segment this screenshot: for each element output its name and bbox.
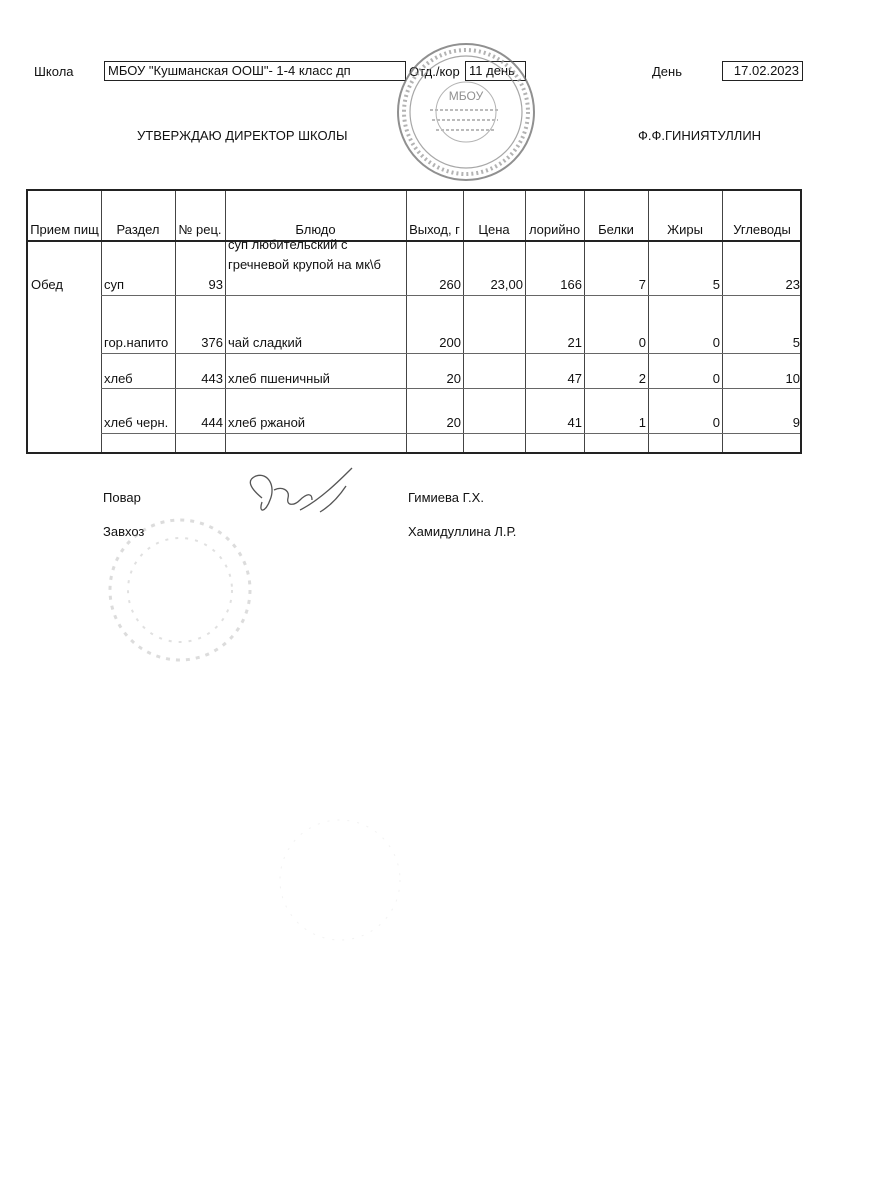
output-cell: 20	[446, 415, 461, 430]
director-name: Ф.Ф.ГИНИЯТУЛЛИН	[638, 128, 762, 143]
dept-label: Отд./кор	[409, 64, 460, 79]
dept-field: 11 день	[465, 61, 526, 81]
recipe-cell: 376	[201, 335, 223, 350]
carbs-cell: 5	[792, 335, 800, 350]
section-cell: хлеб	[104, 371, 133, 386]
fat-cell: 0	[712, 335, 720, 350]
manager-label: Завхоз	[103, 524, 145, 539]
col-header-fat: Жиры	[667, 222, 703, 237]
col-header-carbs: Углеводы	[733, 222, 791, 237]
carbs-cell: 9	[792, 415, 800, 430]
col-header-meal: Прием пищ	[30, 222, 99, 237]
protein-cell: 7	[638, 277, 646, 292]
carbs-cell: 23	[785, 277, 800, 292]
dish-cell: чай сладкий	[228, 335, 302, 350]
col-header-price: Цена	[478, 222, 510, 237]
carbs-cell: 10	[785, 371, 800, 386]
fat-cell: 5	[712, 277, 720, 292]
meal-cell: Обед	[31, 277, 63, 292]
col-header-output: Выход, г	[409, 222, 460, 237]
protein-cell: 2	[638, 371, 646, 386]
approval-text: УТВЕРЖДАЮ ДИРЕКТОР ШКОЛЫ	[137, 128, 348, 143]
stamp-text: МБОУ	[448, 89, 484, 103]
fat-cell: 0	[712, 371, 720, 386]
dish-cell: хлеб ржаной	[228, 415, 306, 430]
col-header-calories: лорийно	[528, 222, 581, 237]
faint-stamp-smudge	[110, 520, 400, 940]
col-header-recipe: № рец.	[178, 222, 222, 237]
col-header-protein: Белки	[598, 222, 634, 237]
col-header-section: Раздел	[116, 222, 160, 237]
fat-cell: 0	[712, 415, 720, 430]
dish-cell: хлеб пшеничный	[228, 371, 330, 386]
calories-cell: 21	[567, 335, 582, 350]
cook-name: Гимиева Г.Х.	[408, 490, 484, 505]
day-label: День	[652, 64, 682, 79]
recipe-cell: 444	[201, 415, 223, 430]
section-cell: хлеб черн.	[104, 415, 169, 430]
cook-label: Повар	[103, 490, 141, 505]
day-field: 17.02.2023	[722, 61, 803, 81]
output-cell: 260	[439, 277, 461, 292]
recipe-cell: 443	[201, 371, 223, 386]
output-cell: 200	[439, 335, 461, 350]
school-field: МБОУ "Кушманская ООШ"- 1-4 класс дп	[104, 61, 406, 81]
price-cell: 23,00	[490, 277, 523, 292]
col-header-dish: Блюдо	[295, 222, 336, 237]
manager-name: Хамидуллина Л.Р.	[408, 524, 517, 539]
handwritten-signature	[250, 468, 352, 512]
protein-cell: 0	[638, 335, 646, 350]
school-label: Школа	[34, 64, 74, 79]
official-stamp	[398, 44, 534, 180]
calories-cell: 166	[560, 277, 582, 292]
output-cell: 20	[446, 371, 461, 386]
dish-cell: суп любительский с гречневой крупой на мк\б	[228, 237, 381, 272]
protein-cell: 1	[638, 415, 646, 430]
section-cell: гор.напито	[104, 335, 169, 350]
section-cell: суп	[104, 277, 125, 292]
calories-cell: 47	[567, 371, 582, 386]
recipe-cell: 93	[208, 277, 223, 292]
calories-cell: 41	[567, 415, 582, 430]
